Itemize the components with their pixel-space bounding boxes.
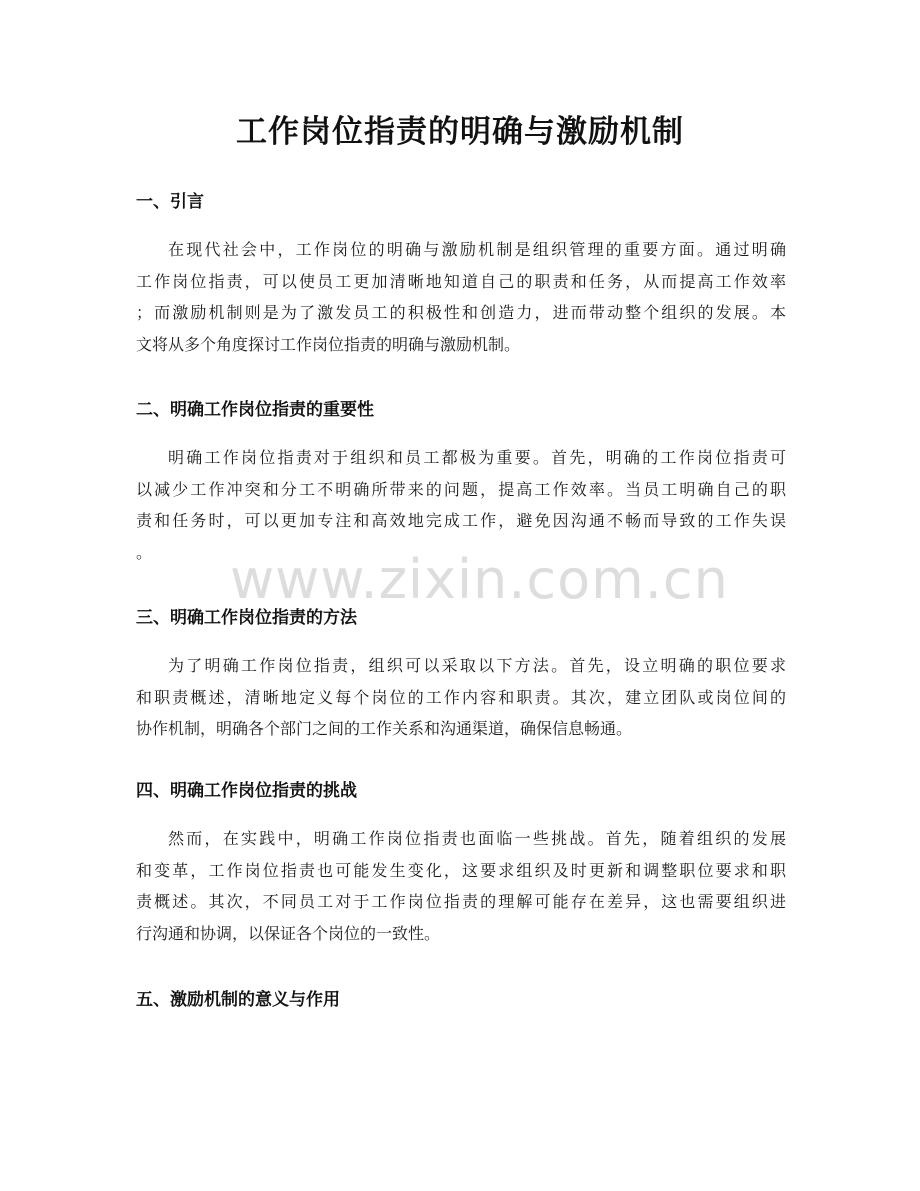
paragraph-line: 以减少工作冲突和分工不明确所带来的问题，提高工作效率。当员工明确自己的职 [136, 479, 786, 499]
section-heading: 五、激励机制的意义与作用 [136, 990, 340, 1010]
section-heading: 三、明确工作岗位指责的方法 [136, 608, 357, 628]
section-importance [136, 398, 786, 568]
paragraph-line: 行沟通和协调，以保证各个岗位的一致性。 [136, 923, 441, 943]
section-incentive-significance [136, 988, 786, 1032]
paragraph-line: 明确工作岗位指责对于组织和员工都极为重要。首先，明确的工作岗位指责可 [168, 448, 786, 467]
paragraph-line: 和职责概述，清晰地定义每个岗位的工作内容和职责。其次，建立团队或岗位间的 [136, 687, 786, 707]
section-paragraph [136, 234, 786, 360]
section-introduction [136, 190, 786, 360]
section-paragraph [136, 823, 786, 949]
paragraph-line: 为了明确工作岗位指责，组织可以采取以下方法。首先，设立明确的职位要求 [168, 656, 786, 675]
section-heading: 二、明确工作岗位指责的重要性 [136, 400, 374, 420]
paragraph-line: 协作机制，明确各个部门之间的工作关系和沟通渠道，确保信息畅通。 [136, 719, 633, 738]
watermark: www.zixin.com.cn [230, 548, 729, 611]
paragraph-line: 。 [136, 542, 153, 562]
paragraph-line: ；而激励机制则是为了激发员工的积极性和创造力，进而带动整个组织的发展。本 [136, 303, 786, 322]
section-challenges [136, 779, 786, 949]
paragraph-line: 在现代社会中，工作岗位的明确与激励机制是组织管理的重要方面。通过明确 [168, 240, 786, 259]
paragraph-line: 工作岗位指责，可以使员工更加清晰地知道自己的职责和任务，从而提高工作效率 [136, 271, 786, 291]
paragraph-line: 责概述。其次，不同员工对于工作岗位指责的理解可能存在差异，这也需要组织进 [136, 892, 786, 911]
paragraph-line: 然而，在实践中，明确工作岗位指责也面临一些挑战。首先，随着组织的发展 [168, 829, 786, 848]
section-heading: 四、明确工作岗位指责的挑战 [136, 781, 357, 801]
section-methods [136, 606, 786, 745]
document-title: 工作岗位指责的明确与激励机制 [236, 114, 684, 150]
paragraph-line: 责和任务时，可以更加专注和高效地完成工作，避免因沟通不畅而导致的工作失误 [136, 511, 786, 530]
section-paragraph [136, 650, 786, 745]
section-paragraph [136, 442, 786, 568]
section-heading: 一、引言 [136, 192, 204, 212]
paragraph-line: 和变革，工作岗位指责也可能发生变化，这要求组织及时更新和调整职位要求和职 [136, 860, 786, 880]
paragraph-line: 文将从多个角度探讨工作岗位指责的明确与激励机制。 [136, 334, 521, 354]
